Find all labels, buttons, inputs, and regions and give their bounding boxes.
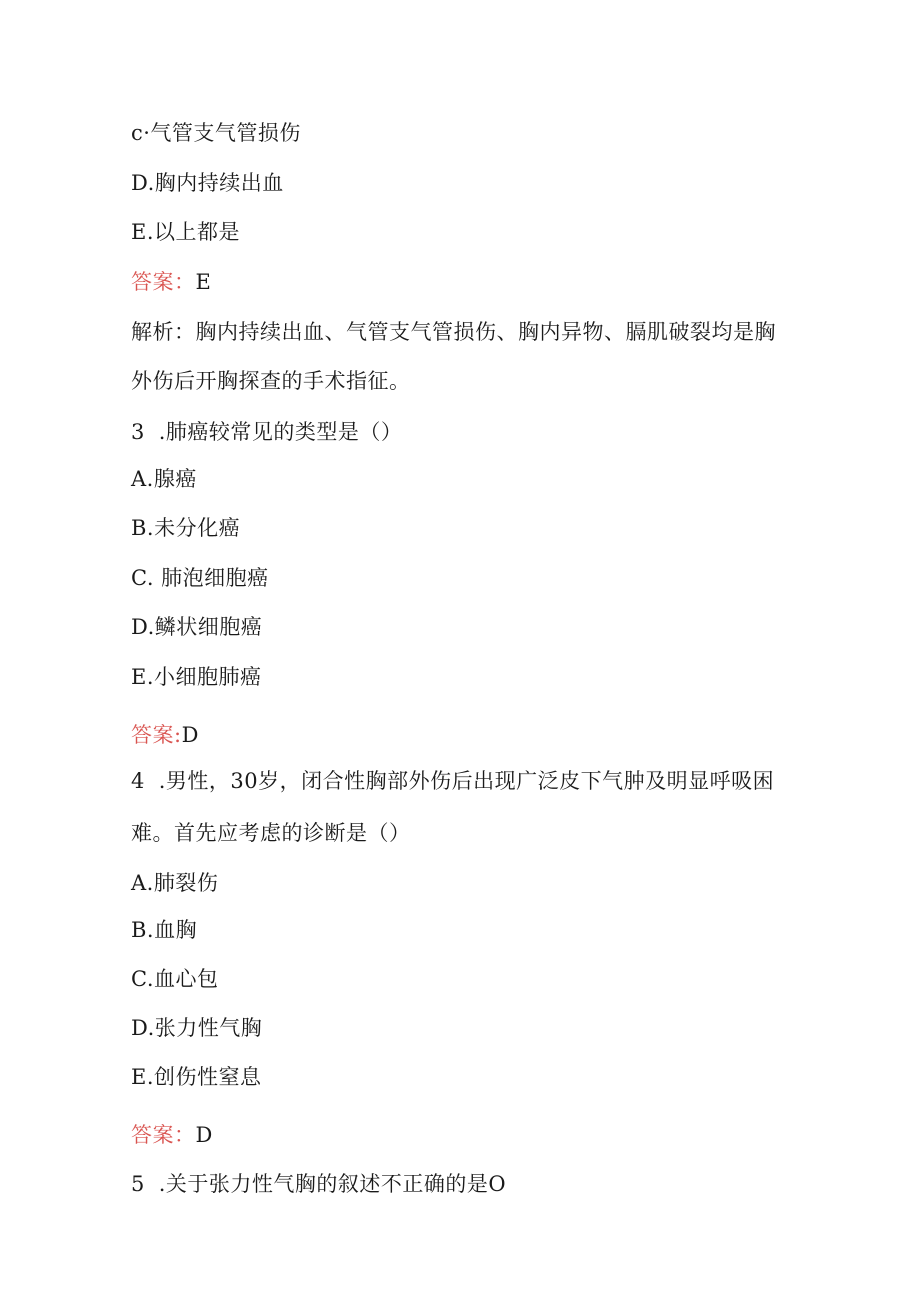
q3-stem xyxy=(131,418,402,446)
q3-option-a: A.腺癌 xyxy=(131,467,197,491)
q3-answer xyxy=(131,721,199,749)
q4-stem-line1 xyxy=(131,767,774,795)
question-number: 4 xyxy=(131,769,145,793)
question-text: .关于张力性气胸的叙述不正确的是O xyxy=(158,1172,507,1196)
q4-option-b: B.血胸 xyxy=(131,918,198,942)
question-text: .肺癌较常见的类型是（） xyxy=(158,420,403,444)
q2-option-c: c·气管支气管损伤 xyxy=(131,121,301,145)
q3-option-e: E.小细胞肺癌 xyxy=(131,665,262,689)
q4-option-c: C.血心包 xyxy=(131,967,219,991)
q2-analysis-line1: 解析：胸内持续出血、气管支气管损伤、胸内异物、膈肌破裂均是胸 xyxy=(131,320,776,344)
q4-option-d: D.张力性气胸 xyxy=(131,1016,263,1040)
q2-option-e: E.以上都是 xyxy=(131,220,241,244)
question-number: 5 xyxy=(131,1172,145,1196)
question-text: .男性，30岁，闭合性胸部外伤后出现广泛皮下气肿及明显呼吸困 xyxy=(158,769,775,793)
q2-option-d: D.胸内持续出血 xyxy=(131,171,284,195)
answer-label: 答案: xyxy=(131,723,182,747)
answer-value: D xyxy=(195,1123,213,1147)
q4-answer xyxy=(131,1121,213,1149)
question-number: 3 xyxy=(131,420,145,444)
q5-stem xyxy=(131,1170,506,1198)
answer-label: 答案： xyxy=(131,270,196,294)
q2-analysis-line2: 外伤后开胸探查的手术指征。 xyxy=(131,369,411,393)
answer-value: E xyxy=(195,270,212,294)
q3-option-b: B.未分化癌 xyxy=(131,516,241,540)
q4-option-e: E.创伤性窒息 xyxy=(131,1065,262,1089)
q4-stem-line2: 难。首先应考虑的诊断是（） xyxy=(131,821,411,845)
q2-answer xyxy=(131,268,211,296)
q3-option-d: D.鳞状细胞癌 xyxy=(131,615,263,639)
q3-option-c: C. 肺泡细胞癌 xyxy=(131,566,269,590)
q4-option-a: A.肺裂伤 xyxy=(131,871,219,895)
answer-value: D xyxy=(181,723,199,747)
answer-label: 答案： xyxy=(131,1123,196,1147)
